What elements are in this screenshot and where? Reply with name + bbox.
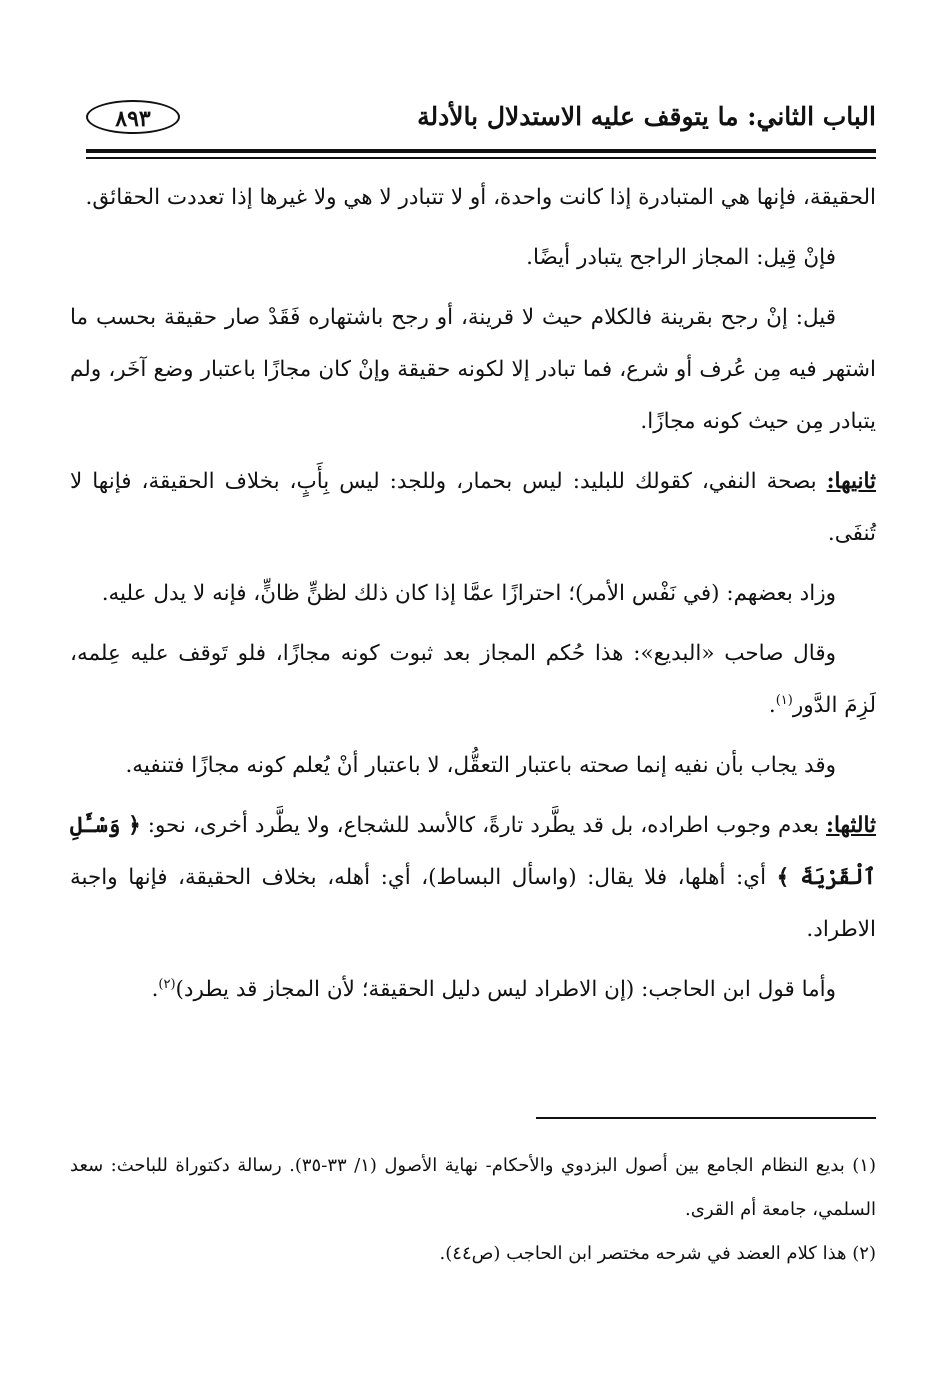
paragraph-4-text: بصحة النفي، كقولك للبليد: ليس بحمار، وللجد: ليس بِأَبٍ، بخلاف الحقيقة، فإنها لا تُنفَى. (70, 469, 876, 546)
footnote-2: (٢) هذا كلام العضد في شرحه مختصر ابن الحاجب (ص٤٤). (439, 1243, 876, 1264)
footnote-ref-1[interactable]: (١) (775, 692, 793, 708)
footnotes (70, 1144, 876, 1276)
quran-verse: ﴿ وَسْـَٔلِ ٱلْقَرْيَةَ ﴾ (70, 813, 876, 890)
paragraph-9 (70, 964, 876, 1016)
paragraph-7: وقد يجاب بأن نفيه إنما صحته باعتبار التعقُّل، لا باعتبار أنْ يُعلم كونه مجازًا فتنفيه. (125, 753, 836, 778)
paragraph-6-end: . (768, 693, 776, 718)
paragraph-8-text-a: بعدم وجوب اطراده، بل قد يطَّرد تارةً، كالأسد للشجاع، ولا يطَّرد أخرى، نحو: (140, 813, 827, 838)
section-lead-second: ثانيها: (826, 469, 876, 494)
paragraph-9-end: . (151, 977, 159, 1002)
paragraph-9-text: وأما قول ابن الحاجب: (إن الاطراد ليس دليل الحقيقة؛ لأن المجاز قد يطرد) (175, 977, 836, 1002)
footnote-divider (536, 1117, 876, 1119)
section-lead-third: ثالثها: (826, 813, 876, 838)
paragraph-1: الحقيقة، فإنها هي المتبادرة إذا كانت واحدة، أو لا تتبادر لا هي ولا غيرها إذا تعددت الحقائق. (85, 185, 876, 210)
paragraph-8 (70, 800, 876, 956)
paragraph-4 (70, 456, 876, 560)
paragraph-3: قيل: إنْ رجح بقرينة فالكلام حيث لا قرينة، أو رجح باشتهاره فَقَدْ صار حقيقة بحسب ما اشتهر فيه مِن عُرف أو شرع، فما تبادر إلا لكونه حقيقة وإنْ كان مجازًا باعتبار وضع آخَر، ولم يتبادر مِن حيث كونه مجازًا. (70, 305, 876, 434)
footnote-1: (١) بديع النظام الجامع بين أصول البزدوي والأحكام- نهاية الأصول (١/ ٣٣-٣٥). رسالة دكتوراة للباحث: سعد السلمي، جامعة أم القرى. (70, 1155, 876, 1220)
paragraph-6-text: وقال صاحب «البديع»: هذا حُكم المجاز بعد ثبوت كونه مجازًا، فلو تَوقف عليه عِلمه، لَزِمَ الدَّور (70, 641, 876, 718)
page-number: ٨٩٣ (86, 100, 180, 134)
paragraph-2: فإنْ قِيل: المجاز الراجح يتبادر أيضًا. (526, 245, 836, 270)
footnote-ref-2[interactable]: (٢) (158, 976, 176, 992)
paragraph-6 (70, 628, 876, 732)
paragraph-8-text-b: أي: أهلها، فلا يقال: (واسأل البساط)، أي: أهله، بخلاف الحقيقة، فإنها واجبة الاطراد. (70, 865, 876, 942)
header-rule-thin (86, 157, 876, 159)
paragraph-5: وزاد بعضهم: (في نَفْس الأمر)؛ احترازًا عمَّا إذا كان ذلك لظنٍّ ظانٍّ، فإنه لا يدل عليه. (101, 581, 836, 606)
page-header (86, 92, 876, 152)
header-rule-thick (86, 149, 876, 153)
chapter-title: الباب الثاني: ما يتوقف عليه الاستدلال بالأدلة (417, 102, 876, 131)
main-text (70, 172, 876, 1024)
